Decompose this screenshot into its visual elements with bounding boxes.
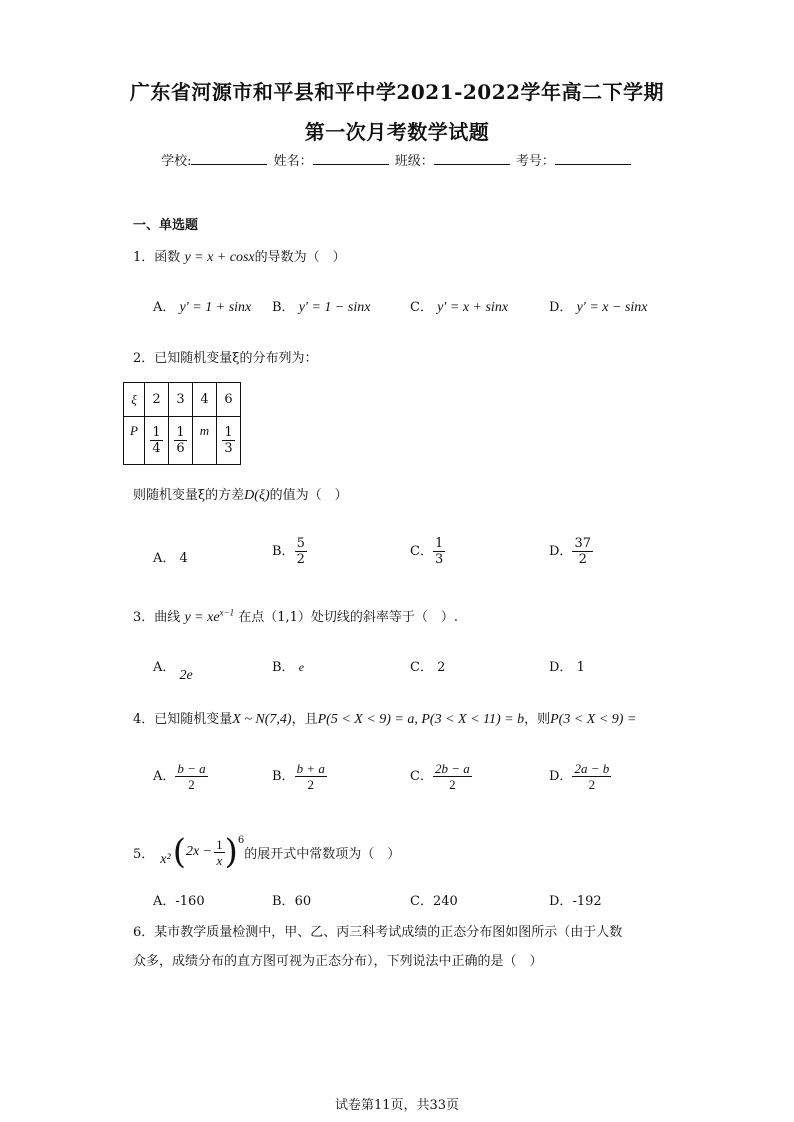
question-2-followup xyxy=(133,484,348,504)
exam-number-label: 考号： xyxy=(515,154,555,169)
section-heading: 一、单选题 xyxy=(133,218,199,233)
question-3-number: 3． xyxy=(133,610,155,625)
question-1-option-a xyxy=(153,296,251,316)
option-label: D． xyxy=(549,544,573,559)
option-label: C． xyxy=(410,660,433,675)
option-label: A． xyxy=(153,551,176,566)
question-3-exponent: x−1 xyxy=(219,607,235,618)
option-text: y′ = x + sinx xyxy=(437,300,509,315)
numerator: b + a xyxy=(296,761,325,776)
option-label: A． xyxy=(153,769,176,784)
question-4-stem xyxy=(133,708,636,728)
option-text: y′ = x − sinx xyxy=(576,300,648,315)
question-2-number: 2． xyxy=(133,351,155,366)
table-cell: 6 xyxy=(217,383,241,417)
question-3-option-d xyxy=(549,656,585,675)
option-text: 1 xyxy=(576,660,585,675)
option-text: -160 xyxy=(175,894,205,909)
fraction xyxy=(433,536,445,567)
numerator: 1 xyxy=(224,425,233,440)
option-label: C． xyxy=(410,544,433,559)
question-4-expression-3: P(3 < X < 9) = xyxy=(550,712,637,727)
option-label: C． xyxy=(410,300,433,315)
table-cell: 2 xyxy=(145,383,169,417)
numerator: 1 xyxy=(176,425,185,440)
question-1-option-c xyxy=(410,296,508,316)
option-label: C． xyxy=(410,894,433,909)
fraction xyxy=(214,837,225,868)
option-label: A． xyxy=(153,894,176,909)
student-info-row xyxy=(0,150,794,169)
question-2-option-c xyxy=(410,536,445,567)
question-2-option-a xyxy=(153,547,188,566)
question-6-line-1 xyxy=(133,921,622,940)
page-footer: 试卷第11页，共33页 xyxy=(334,1098,460,1113)
question-1-expression: y = x + cosx xyxy=(184,250,255,265)
denominator: 2 xyxy=(296,552,305,567)
fraction xyxy=(572,761,611,792)
table-row xyxy=(124,417,241,465)
fraction xyxy=(222,425,234,456)
question-2-option-d xyxy=(549,536,593,567)
option-label: B． xyxy=(272,660,295,675)
option-text: 2e xyxy=(179,668,193,683)
table-cell xyxy=(217,417,241,465)
question-3-option-b xyxy=(272,656,304,675)
table-cell xyxy=(145,417,169,465)
question-5-number: 5． xyxy=(133,846,155,862)
numerator: b − a xyxy=(177,761,206,776)
question-4-mid2: ，则 xyxy=(524,712,551,727)
question-4-pre: 已知随机变量 xyxy=(154,712,233,727)
school-blank xyxy=(191,152,267,165)
table-cell: ξ xyxy=(124,383,145,417)
fraction xyxy=(295,536,307,567)
question-4-option-c xyxy=(410,761,472,792)
question-3-expression: y = xe xyxy=(184,610,220,625)
option-label: B． xyxy=(272,769,295,784)
variance-expression: D(ξ) xyxy=(244,488,270,503)
question-1-post: 的导数为（ ） xyxy=(254,250,346,265)
question-6-number: 6． xyxy=(133,925,155,940)
question-4-mid: ，且 xyxy=(291,712,318,727)
option-label: D． xyxy=(549,300,573,315)
option-text: y′ = 1 + sinx xyxy=(179,300,252,315)
question-4-option-b xyxy=(272,761,327,792)
question-1-pre: 函数 xyxy=(154,250,181,265)
numerator: 5 xyxy=(296,536,305,551)
denominator: 3 xyxy=(224,441,233,456)
question-5-x-squared: x² xyxy=(160,852,171,867)
numerator: 37 xyxy=(574,536,591,551)
fraction xyxy=(295,761,327,792)
denominator: 3 xyxy=(434,552,444,567)
option-text: y′ = 1 − sinx xyxy=(298,300,371,315)
question-5-post: 的展开式中常数项为（ ） xyxy=(244,846,401,862)
school-label: 学校: xyxy=(161,154,192,169)
question-6-text-1: 某市教学质量检测中，甲、乙、丙三科考试成绩的正态分布图如图所示（由于人数 xyxy=(154,925,623,940)
numerator: 2a − b xyxy=(574,761,610,776)
followup-pre: 则随机变量ξ的方差 xyxy=(133,488,245,503)
table-cell xyxy=(169,417,193,465)
denominator: 2 xyxy=(188,777,195,792)
question-2-stem xyxy=(133,347,317,366)
question-1-number: 1． xyxy=(133,250,155,265)
option-label: D． xyxy=(549,660,573,675)
denominator: 2 xyxy=(588,777,596,792)
question-3-stem xyxy=(133,606,458,626)
fraction xyxy=(175,761,207,792)
table-cell: 4 xyxy=(193,383,217,417)
question-5-option-a xyxy=(153,890,205,909)
fraction xyxy=(174,425,186,456)
question-1-stem xyxy=(133,246,346,266)
option-text: 2 xyxy=(437,660,446,675)
option-text: 240 xyxy=(432,894,458,909)
denominator: 2 xyxy=(307,777,314,792)
question-2-text: 已知随机变量ξ的分布列为： xyxy=(154,351,318,366)
option-label: C． xyxy=(410,769,433,784)
denominator: 2 xyxy=(449,777,456,792)
numerator: 1 xyxy=(152,425,161,440)
fraction xyxy=(433,761,472,792)
question-5-option-c xyxy=(410,890,458,909)
option-label: B． xyxy=(272,544,295,559)
denominator: 6 xyxy=(176,441,185,456)
numerator: 2b − a xyxy=(434,761,470,776)
option-label: B． xyxy=(272,894,295,909)
option-text: -192 xyxy=(572,894,602,909)
class-blank xyxy=(434,152,510,165)
option-label: B． xyxy=(272,300,295,315)
question-5-option-d xyxy=(549,890,602,909)
exam-title-line1: 广东省河源市和平县和平中学2021-2022学年高二下学期 xyxy=(129,80,665,104)
question-3-option-a xyxy=(153,656,193,683)
denominator: 4 xyxy=(152,441,161,456)
followup-post: 的值为（ ） xyxy=(269,488,348,503)
left-paren: ( xyxy=(172,832,186,872)
question-4-number: 4． xyxy=(133,712,155,727)
question-3-pre: 曲线 xyxy=(154,610,181,625)
fraction xyxy=(150,425,162,456)
name-blank xyxy=(313,152,389,165)
question-1-option-b xyxy=(272,296,370,316)
option-label: A． xyxy=(153,300,176,315)
question-5-power: 6 xyxy=(237,834,245,846)
option-label: D． xyxy=(549,894,573,909)
table-row xyxy=(124,383,241,417)
option-text: e xyxy=(298,660,305,674)
table-cell: 3 xyxy=(169,383,193,417)
question-4-expression-2: P(5 < X < 9) = a, P(3 < X < 11) = b xyxy=(317,712,525,727)
question-2-option-b xyxy=(272,536,307,567)
denominator: 2 xyxy=(578,552,587,567)
option-label: A． xyxy=(153,660,176,675)
question-5-stem xyxy=(133,832,401,872)
distribution-table xyxy=(123,382,241,465)
question-5-option-b xyxy=(272,890,311,909)
question-3-post: 在点（1,1）处切线的斜率等于（ ）. xyxy=(238,610,459,625)
table-cell: m xyxy=(193,417,217,465)
denominator: x xyxy=(216,852,223,868)
question-5-inner: 2x − xyxy=(185,844,213,859)
option-text: 60 xyxy=(294,894,312,909)
question-6-line-2: 众多，成绩分布的直方图可视为正态分布），下列说法中正确的是（ ） xyxy=(133,954,543,969)
question-4-option-d xyxy=(549,761,611,792)
numerator: 1 xyxy=(434,536,444,551)
right-paren: ) xyxy=(224,832,238,872)
name-label: 姓名： xyxy=(273,154,313,169)
question-3-option-c xyxy=(410,656,445,675)
question-4-option-a xyxy=(153,761,208,792)
exam-number-blank xyxy=(555,152,631,165)
numerator: 1 xyxy=(216,836,223,852)
question-1-option-d xyxy=(549,296,648,316)
option-text: 4 xyxy=(179,551,188,566)
exam-title-line2: 第一次月考数学试题 xyxy=(304,120,490,144)
table-cell: P xyxy=(124,417,145,465)
question-4-expression-1: X ~ N(7,4) xyxy=(232,712,292,727)
fraction xyxy=(572,536,593,567)
option-label: D． xyxy=(549,769,573,784)
class-label: 班级： xyxy=(394,154,434,169)
